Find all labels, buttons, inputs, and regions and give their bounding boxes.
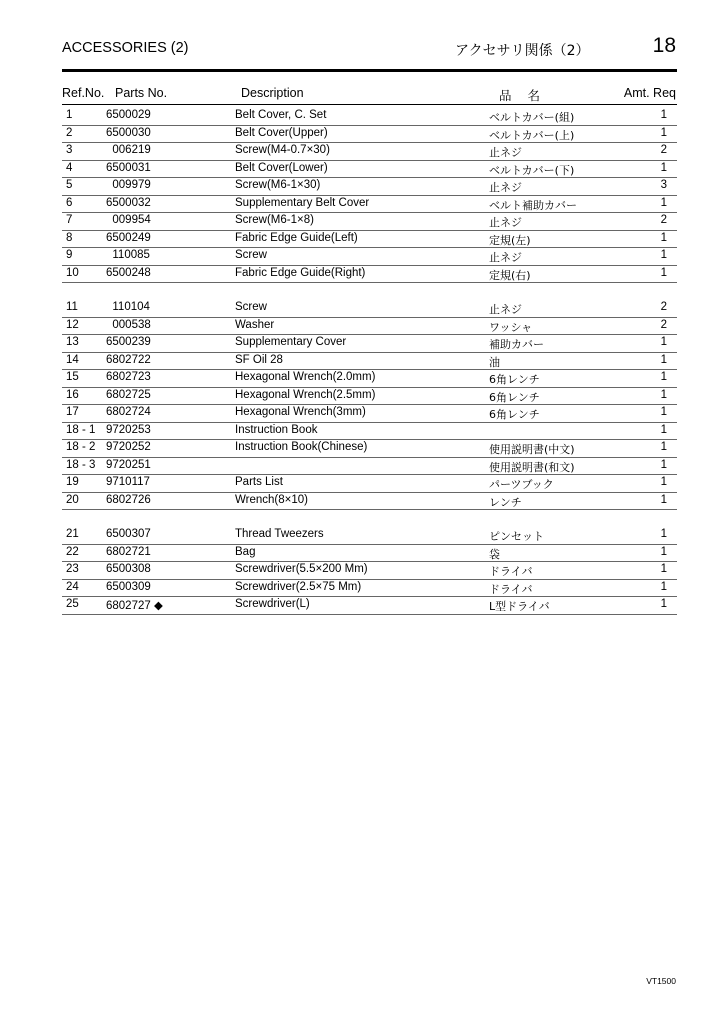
ref-no-cell: 23 (66, 563, 79, 575)
amount-cell: 1 (660, 231, 667, 244)
ref-no-cell: 18 - 2 (66, 441, 96, 453)
amount-cell: 1 (660, 371, 667, 383)
parts-no-cell: 6500308 (106, 563, 151, 575)
ref-no-cell: 6 (66, 196, 73, 209)
japanese-name-cell: ベルトカバー(上) (489, 128, 575, 142)
table-row (62, 545, 677, 563)
amount-cell: 1 (660, 196, 667, 209)
parts-no-cell: 6802725 (106, 388, 151, 401)
table-row (62, 196, 677, 214)
amount-cell: 1 (660, 580, 667, 593)
amount-cell: 1 (660, 545, 667, 558)
description-cell: Belt Cover(Lower) (235, 161, 328, 174)
parts-no-cell: 000538 (106, 318, 151, 331)
amount-cell: 1 (660, 353, 667, 366)
description-cell: Supplementary Belt Cover (235, 196, 370, 209)
ref-no-cell: 7 (66, 214, 73, 226)
japanese-name-cell: 定規(右) (489, 268, 531, 282)
description-cell: SF Oil 28 (235, 353, 283, 366)
japanese-name-cell: ピンセット (489, 530, 544, 543)
table-row (62, 335, 677, 353)
amount-cell: 1 (660, 161, 667, 174)
parts-no-cell: 110104 (106, 301, 150, 313)
ref-no-cell: 22 (66, 545, 79, 558)
amount-cell: 1 (660, 249, 667, 261)
parts-no-cell: 6802726 (106, 493, 151, 506)
ref-no-cell: 25 (66, 598, 79, 610)
table-row (62, 300, 677, 318)
ref-no-cell: 9 (66, 249, 73, 261)
parts-no-cell: 6500031 (106, 161, 151, 174)
amount-cell: 1 (660, 109, 667, 121)
parts-no-cell: 6500248 (106, 266, 151, 279)
column-header-description: Description (241, 86, 304, 100)
ref-no-cell: 4 (66, 161, 73, 174)
table-row (62, 423, 677, 441)
japanese-name-cell: 使用説明書(和文) (489, 460, 575, 474)
table-row (62, 353, 677, 371)
ref-no-cell: 20 (66, 493, 79, 506)
description-cell: Screwdriver(L) (235, 598, 310, 610)
description-cell: Wrench(8×10) (235, 493, 308, 506)
page-number: 18 (652, 34, 676, 57)
description-cell: Thread Tweezers (235, 528, 324, 540)
description-cell: Screw(M6-1×8) (235, 214, 314, 226)
ref-no-cell: 13 (66, 336, 79, 348)
parts-no-cell: 9710117 (106, 476, 150, 488)
description-cell: Instruction Book (235, 423, 318, 436)
japanese-name-cell: 6角レンチ (489, 373, 540, 386)
parts-no-cell: 006219 (106, 144, 151, 156)
parts-no-cell: 6500032 (106, 196, 151, 209)
japanese-name-cell: レンチ (489, 495, 522, 509)
ref-no-cell: 15 (66, 371, 79, 383)
table-row (62, 248, 677, 266)
description-cell: Screwdriver(2.5×75 Mm) (235, 580, 362, 593)
description-cell: Parts List (235, 476, 283, 488)
ref-no-cell: 16 (66, 388, 79, 401)
parts-no-cell: 6802721 (106, 545, 151, 558)
parts-no-cell: 6802727 ◆ (106, 600, 163, 612)
description-cell: Belt Cover, C. Set (235, 109, 327, 121)
group-spacer (62, 283, 677, 300)
parts-no-cell: 6500249 (106, 231, 151, 244)
japanese-name-cell: ドライバ (489, 582, 533, 596)
amount-cell: 1 (660, 528, 667, 540)
page-title-japanese: アクセサリ関係（2） (455, 43, 590, 59)
table-row (62, 143, 677, 161)
japanese-name-cell: 6角レンチ (489, 408, 540, 421)
japanese-name-cell: ベルトカバー(下) (489, 163, 575, 177)
column-header-ref-no: Ref.No. (62, 86, 105, 100)
parts-no-cell: 6802724 (106, 406, 151, 418)
ref-no-cell: 24 (66, 580, 79, 593)
table-row (62, 475, 677, 493)
japanese-name-cell: ベルトカバー(組) (489, 111, 575, 124)
japanese-name-cell: 使用説明書(中文) (489, 443, 575, 456)
amount-cell: 1 (660, 336, 667, 348)
parts-no-cell: 6802723 (106, 371, 151, 383)
amount-cell: 2 (660, 301, 667, 313)
table-row (62, 108, 677, 126)
table-row (62, 405, 677, 423)
description-cell: Fabric Edge Guide(Right) (235, 266, 366, 279)
japanese-name-cell: 止ネジ (489, 303, 522, 316)
table-row (62, 458, 677, 476)
column-header-amount: Amt. Req (623, 86, 676, 100)
parts-no-cell: 9720251 (106, 458, 151, 471)
table-row (62, 597, 677, 615)
ref-no-cell: 14 (66, 353, 79, 366)
amount-cell: 1 (660, 441, 667, 453)
japanese-name-cell: ドライバ (489, 565, 533, 578)
table-row (62, 440, 677, 458)
header-divider (62, 69, 677, 72)
column-header-parts-no: Parts No. (115, 86, 168, 100)
japanese-name-cell: 6角レンチ (489, 390, 540, 404)
parts-no-cell: 6802722 (106, 353, 151, 366)
column-header-japanese-name: 品 名 (499, 88, 546, 103)
amount-cell: 1 (660, 423, 667, 436)
amount-cell: 3 (660, 179, 667, 191)
amount-cell: 2 (660, 318, 667, 331)
japanese-name-cell: 止ネジ (489, 216, 522, 229)
amount-cell: 1 (660, 598, 667, 610)
japanese-name-cell: 止ネジ (489, 251, 522, 264)
description-cell: Bag (235, 545, 256, 558)
ref-no-cell: 12 (66, 318, 79, 331)
parts-no-cell: 9720253 (106, 423, 151, 436)
amount-cell: 1 (660, 563, 667, 575)
table-row (62, 213, 677, 231)
column-header-divider (62, 104, 677, 105)
description-cell: Instruction Book(Chinese) (235, 441, 368, 453)
table-row (62, 388, 677, 406)
table-row (62, 231, 677, 249)
description-cell: Screwdriver(5.5×200 Mm) (235, 563, 368, 575)
table-row (62, 562, 677, 580)
ref-no-cell: 18 - 1 (66, 423, 96, 436)
japanese-name-cell: 袋 (489, 547, 500, 561)
table-row (62, 493, 677, 511)
description-cell: Supplementary Cover (235, 336, 347, 348)
amount-cell: 1 (660, 126, 667, 139)
ref-no-cell: 3 (66, 144, 73, 156)
description-cell: Hexagonal Wrench(2.0mm) (235, 371, 376, 383)
page-header (62, 34, 676, 64)
amount-cell: 1 (660, 458, 667, 471)
ref-no-cell: 8 (66, 231, 73, 244)
table-row (62, 126, 677, 144)
parts-no-cell: 6500307 (106, 528, 151, 540)
japanese-name-cell: 止ネジ (489, 146, 522, 159)
parts-no-cell: 9720252 (106, 441, 151, 453)
ref-no-cell: 11 (66, 301, 78, 313)
table-row (62, 161, 677, 179)
description-cell: Hexagonal Wrench(3mm) (235, 406, 366, 418)
ref-no-cell: 21 (66, 528, 79, 540)
table-row (62, 527, 677, 545)
japanese-name-cell: 定規(左) (489, 233, 531, 247)
japanese-name-cell: 補助カバー (489, 338, 544, 351)
japanese-name-cell: ベルト補助カバー (489, 198, 577, 212)
description-cell: Washer (235, 318, 275, 331)
page-title-english: ACCESSORIES (2) (62, 40, 189, 56)
parts-no-cell: 6500030 (106, 126, 151, 139)
table-row (62, 266, 677, 284)
japanese-name-cell: L型ドライバ (489, 600, 550, 613)
parts-no-cell: 6500309 (106, 580, 151, 593)
description-cell: Belt Cover(Upper) (235, 126, 328, 139)
amount-cell: 1 (660, 493, 667, 506)
parts-no-cell: 009954 (106, 214, 151, 226)
description-cell: Hexagonal Wrench(2.5mm) (235, 388, 376, 401)
parts-no-cell: 009979 (106, 179, 151, 191)
amount-cell: 1 (660, 266, 667, 279)
japanese-name-cell: 止ネジ (489, 181, 522, 194)
model-code: VT1500 (646, 976, 676, 986)
parts-no-cell: 6500239 (106, 336, 151, 348)
amount-cell: 2 (660, 214, 667, 226)
description-cell: Fabric Edge Guide(Left) (235, 231, 358, 244)
amount-cell: 1 (660, 406, 667, 418)
description-cell: Screw(M6-1×30) (235, 179, 321, 191)
ref-no-cell: 18 - 3 (66, 458, 96, 471)
amount-cell: 2 (660, 144, 667, 156)
ref-no-cell: 1 (66, 109, 73, 121)
amount-cell: 1 (660, 388, 667, 401)
ref-no-cell: 17 (66, 406, 79, 418)
description-cell: Screw(M4-0.7×30) (235, 144, 330, 156)
description-cell: Screw (235, 249, 267, 261)
ref-no-cell: 2 (66, 126, 73, 139)
table-row (62, 370, 677, 388)
parts-no-cell: 6500029 (106, 109, 151, 121)
parts-no-cell: 110085 (106, 249, 150, 261)
japanese-name-cell: ワッシャ (489, 320, 533, 334)
amount-cell: 1 (660, 476, 667, 488)
parts-table (62, 108, 677, 615)
table-row (62, 178, 677, 196)
japanese-name-cell: 油 (489, 355, 500, 369)
ref-no-cell: 5 (66, 179, 73, 191)
japanese-name-cell: パーツブック (489, 478, 554, 491)
ref-no-cell: 19 (66, 476, 79, 488)
table-row (62, 318, 677, 336)
ref-no-cell: 10 (66, 266, 79, 279)
description-cell: Screw (235, 301, 267, 313)
table-row (62, 580, 677, 598)
group-spacer (62, 510, 677, 527)
